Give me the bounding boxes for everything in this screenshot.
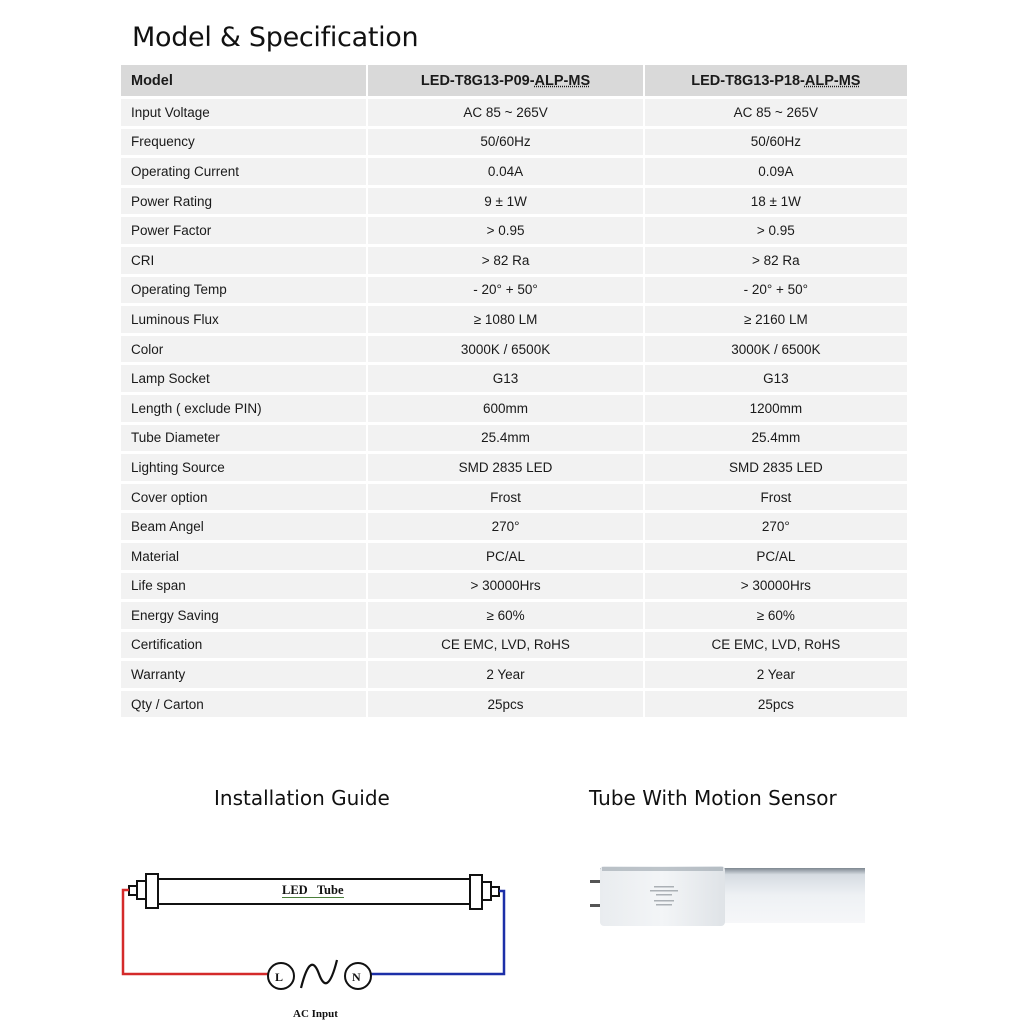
model-a-value: 0.04A	[368, 158, 642, 185]
spec-table	[121, 65, 907, 717]
model-a-suffix: ALP-MS	[534, 72, 591, 89]
spec-label: CRI	[121, 247, 366, 274]
led-tube-label	[282, 883, 344, 898]
spec-label: Color	[121, 336, 366, 363]
motion-sensor-tube-image	[588, 858, 878, 938]
spec-label: Qty / Carton	[121, 691, 366, 718]
model-b-value: > 30000Hrs	[645, 573, 907, 600]
model-b-value: 0.09A	[645, 158, 907, 185]
model-a-value: CE EMC, LVD, RoHS	[368, 632, 642, 659]
table-row	[121, 484, 907, 511]
spec-label: Length ( exclude PIN)	[121, 395, 366, 422]
table-row	[121, 336, 907, 363]
model-b-prefix: LED-T8G13-P18-	[691, 72, 805, 89]
table-body	[121, 99, 907, 717]
model-b-value: Frost	[645, 484, 907, 511]
spec-label: Frequency	[121, 129, 366, 156]
model-b-value: 25pcs	[645, 691, 907, 718]
model-b-value: ≥ 60%	[645, 602, 907, 629]
model-a-value: SMD 2835 LED	[368, 454, 642, 481]
table-row	[121, 158, 907, 185]
model-b-value: CE EMC, LVD, RoHS	[645, 632, 907, 659]
model-b-value: 18 ± 1W	[645, 188, 907, 215]
table-row	[121, 395, 907, 422]
live-terminal-icon	[268, 963, 294, 989]
model-b-value: G13	[645, 365, 907, 392]
spec-label: Power Rating	[121, 188, 366, 215]
ac-wave-icon	[301, 960, 337, 988]
page-title: Model & Specification	[132, 22, 419, 53]
model-b-value: > 0.95	[645, 217, 907, 244]
spec-label: Certification	[121, 632, 366, 659]
model-a-value: 270°	[368, 513, 642, 540]
spec-label: Beam Angel	[121, 513, 366, 540]
ac-input-label: AC Input	[293, 1008, 338, 1020]
spec-label: Operating Temp	[121, 277, 366, 304]
model-b-value: AC 85 ~ 265V	[645, 99, 907, 126]
spec-label: Power Factor	[121, 217, 366, 244]
model-b-value: SMD 2835 LED	[645, 454, 907, 481]
spec-label: Operating Current	[121, 158, 366, 185]
model-b-value: > 82 Ra	[645, 247, 907, 274]
model-a-value: AC 85 ~ 265V	[368, 99, 642, 126]
model-a-value: 25pcs	[368, 691, 642, 718]
installation-guide-title: Installation Guide	[214, 786, 390, 810]
table-row	[121, 454, 907, 481]
model-a-value: ≥ 1080 LM	[368, 306, 642, 333]
model-a-value: 2 Year	[368, 661, 642, 688]
svg-text:N: N	[352, 970, 361, 984]
spec-label: Energy Saving	[121, 602, 366, 629]
table-row	[121, 543, 907, 570]
svg-text:L: L	[275, 970, 284, 984]
model-a-prefix: LED-T8G13-P09-	[420, 72, 535, 89]
table-row	[121, 425, 907, 452]
model-a-value: > 0.95	[368, 217, 642, 244]
table-row	[121, 129, 907, 156]
table-row	[121, 99, 907, 126]
model-a-value: > 30000Hrs	[368, 573, 642, 600]
model-a-value: G13	[368, 365, 642, 392]
table-row	[121, 573, 907, 600]
motion-sensor-title: Tube With Motion Sensor	[589, 786, 837, 810]
model-a-value: 600mm	[368, 395, 642, 422]
model-a-value: > 82 Ra	[368, 247, 642, 274]
spec-label: Input Voltage	[121, 99, 366, 126]
header-model-label: Model	[121, 65, 366, 96]
model-a-value: ≥ 60%	[368, 602, 642, 629]
model-b-value: - 20° + 50°	[645, 277, 907, 304]
spec-label: Life span	[121, 573, 366, 600]
table-row	[121, 513, 907, 540]
header-model-b	[645, 65, 907, 96]
spec-label: Luminous Flux	[121, 306, 366, 333]
table-row	[121, 247, 907, 274]
table-row	[121, 365, 907, 392]
table-row	[121, 277, 907, 304]
led-tube-label-text: LED Tube	[282, 883, 344, 897]
table-row	[121, 306, 907, 333]
model-a-value: - 20° + 50°	[368, 277, 642, 304]
neutral-terminal-icon	[345, 963, 371, 989]
model-b-suffix: ALP-MS	[804, 72, 861, 89]
model-b-value: PC/AL	[645, 543, 907, 570]
spec-label: Cover option	[121, 484, 366, 511]
model-a-value: 9 ± 1W	[368, 188, 642, 215]
model-b-value: 50/60Hz	[645, 129, 907, 156]
spec-label: Warranty	[121, 661, 366, 688]
model-a-value: PC/AL	[368, 543, 642, 570]
table-header-row	[121, 65, 907, 96]
model-b-value: 3000K / 6500K	[645, 336, 907, 363]
table-row	[121, 188, 907, 215]
table-row	[121, 632, 907, 659]
table-row	[121, 661, 907, 688]
spec-label: Lamp Socket	[121, 365, 366, 392]
spec-label: Material	[121, 543, 366, 570]
model-a-value: 3000K / 6500K	[368, 336, 642, 363]
model-b-value: 1200mm	[645, 395, 907, 422]
model-a-value: 50/60Hz	[368, 129, 642, 156]
model-a-value: 25.4mm	[368, 425, 642, 452]
model-b-value: 270°	[645, 513, 907, 540]
table-row	[121, 691, 907, 718]
model-b-value: ≥ 2160 LM	[645, 306, 907, 333]
model-b-value: 2 Year	[645, 661, 907, 688]
spec-label: Lighting Source	[121, 454, 366, 481]
model-b-value: 25.4mm	[645, 425, 907, 452]
spec-label: Tube Diameter	[121, 425, 366, 452]
model-a-value: Frost	[368, 484, 642, 511]
header-model-a	[368, 65, 642, 96]
table-row	[121, 602, 907, 629]
table-row	[121, 217, 907, 244]
